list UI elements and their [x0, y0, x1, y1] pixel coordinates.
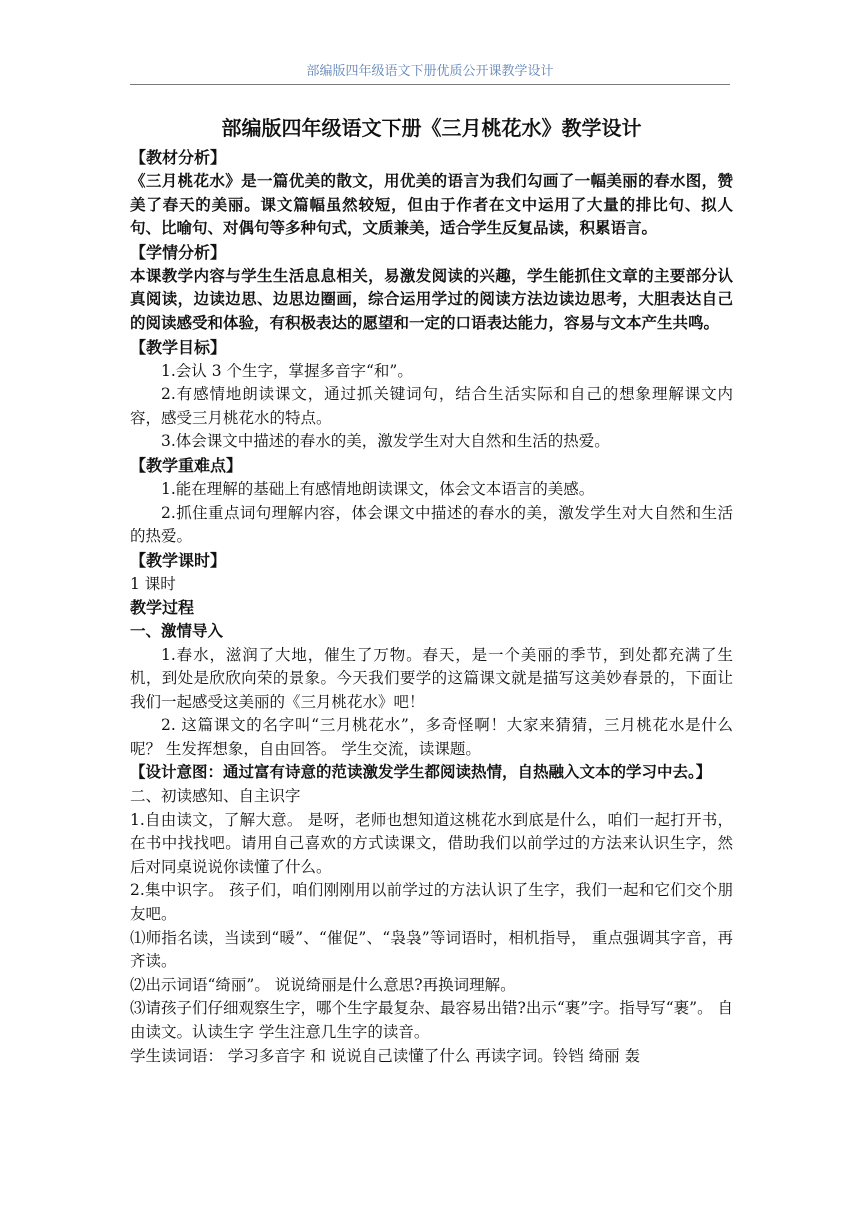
document-body: [130, 114, 733, 1068]
part1-paragraph-2: 2. 这篇课文的名字叫“三月桃花水”，多奇怪啊！大家来猜猜，三月桃花水是什么呢？ 生发挥想象，自由回答。 学生交流，读课题。: [130, 716, 733, 758]
section-heading-key-points: 【教学重难点】: [130, 455, 243, 475]
part2-paragraph-4: ⑵出示词语“绮丽”。 说说绮丽是什么意思?再换词理解。: [130, 975, 516, 994]
part2-paragraph-5: ⑶请孩子们仔细观察生字，哪个生字最复杂、最容易出错?出示“裹”字。指导写“裹”。 自由读文。认读生字 学生注意几生字的读音。: [130, 999, 733, 1041]
objective-item-2: 2.有感情地朗读课文，通过抓关键词句，结合生活实际和自己的想象理解课文内容，感受三月桃花水的特点。: [130, 385, 733, 427]
part1-heading: 一、激情导入: [130, 621, 224, 640]
objective-item-3: 3.体会课文中描述的春水的美，激发学生对大自然和生活的热爱。: [161, 432, 610, 451]
section-heading-student-analysis: 【学情分析】: [130, 242, 227, 262]
key-point-item-2: 2.抓住重点词句理解内容，体会课文中描述的春水的美，激发学生对大自然和生活的热爱。: [130, 503, 733, 546]
design-intent: 【设计意图：通过富有诗意的范读激发学生都阅读热情，自热融入文本的学习中去。】: [130, 763, 712, 782]
key-point-item-1: 1.能在理解的基础上有感情地朗读课文，体会文本语言的美感。: [161, 479, 595, 498]
section-heading-objectives: 【教学目标】: [130, 337, 227, 357]
part1-paragraph-1: 1.春水，滋润了大地，催生了万物。春天，是一个美丽的季节，到处都充满了生机，到处是欣欣向荣的景象。今天我们要学的这篇课文就是描写这美妙春景的，下面让我们一起感受这美丽的《三月桃花水》吧！: [130, 645, 733, 711]
periods-value: 1 课时: [130, 574, 176, 593]
running-header: 部编版四年级语文下册优质公开课教学设计: [306, 64, 554, 79]
section-heading-textbook-analysis: 【教材分析】: [130, 148, 227, 167]
process-heading: 教学过程: [130, 598, 195, 618]
student-analysis-body: 本课教学内容与学生生活息息相关，易激发阅读的兴趣，学生能抓住文章的主要部分认真阅读，边读边思、边思边圈画，综合运用学过的阅读方法边读边思考，大胆表达自己的阅读感受和体验，有积极表达的愿望和一定的口语表达能力，容易与文本产生共鸣。: [130, 266, 733, 332]
textbook-analysis-body: 《三月桃花水》是一篇优美的散文，用优美的语言为我们勾画了一幅美丽的春水图，赞美了春天的美丽。课文篇幅虽然较短，但由于作者在文中运用了大量的排比句、拟人句、比喻句、对偶句等多种句式，文质兼美，适合学生反复品读，积累语言。: [130, 172, 733, 238]
part2-paragraph-2: 2.集中识字。 孩子们，咱们刚刚用以前学过的方法认识了生字，我们一起和它们交个朋友吧。: [130, 881, 733, 924]
part2-paragraph-6: 学生读词语： 学习多音字 和 说说自己读懂了什么 再读字词。铃铛 绮丽 轰: [130, 1046, 641, 1065]
document-title: 部编版四年级语文下册《三月桃花水》教学设计: [221, 116, 642, 140]
part2-paragraph-1: 1.自由读文，了解大意。 是呀，老师也想知道这桃花水到底是什么，咱们一起打开书，在书中找找吧。请用自己喜欢的方式读课文，借助我们以前学过的方法来认识生字，然后对同桌说说你读懂了什么。: [130, 810, 733, 876]
header-divider: [130, 84, 730, 85]
section-heading-periods: 【教学课时】: [130, 550, 227, 570]
objective-item-1: 1.会认 3 个生字，掌握多音字“和”。: [161, 361, 413, 380]
part2-heading: 二、初读感知、自主识字: [130, 787, 301, 806]
part2-paragraph-3: ⑴师指名读，当读到“暖”、“催促”、“袅袅”等词语时，相机指导， 重点强调其字音，再齐读。: [130, 928, 733, 971]
